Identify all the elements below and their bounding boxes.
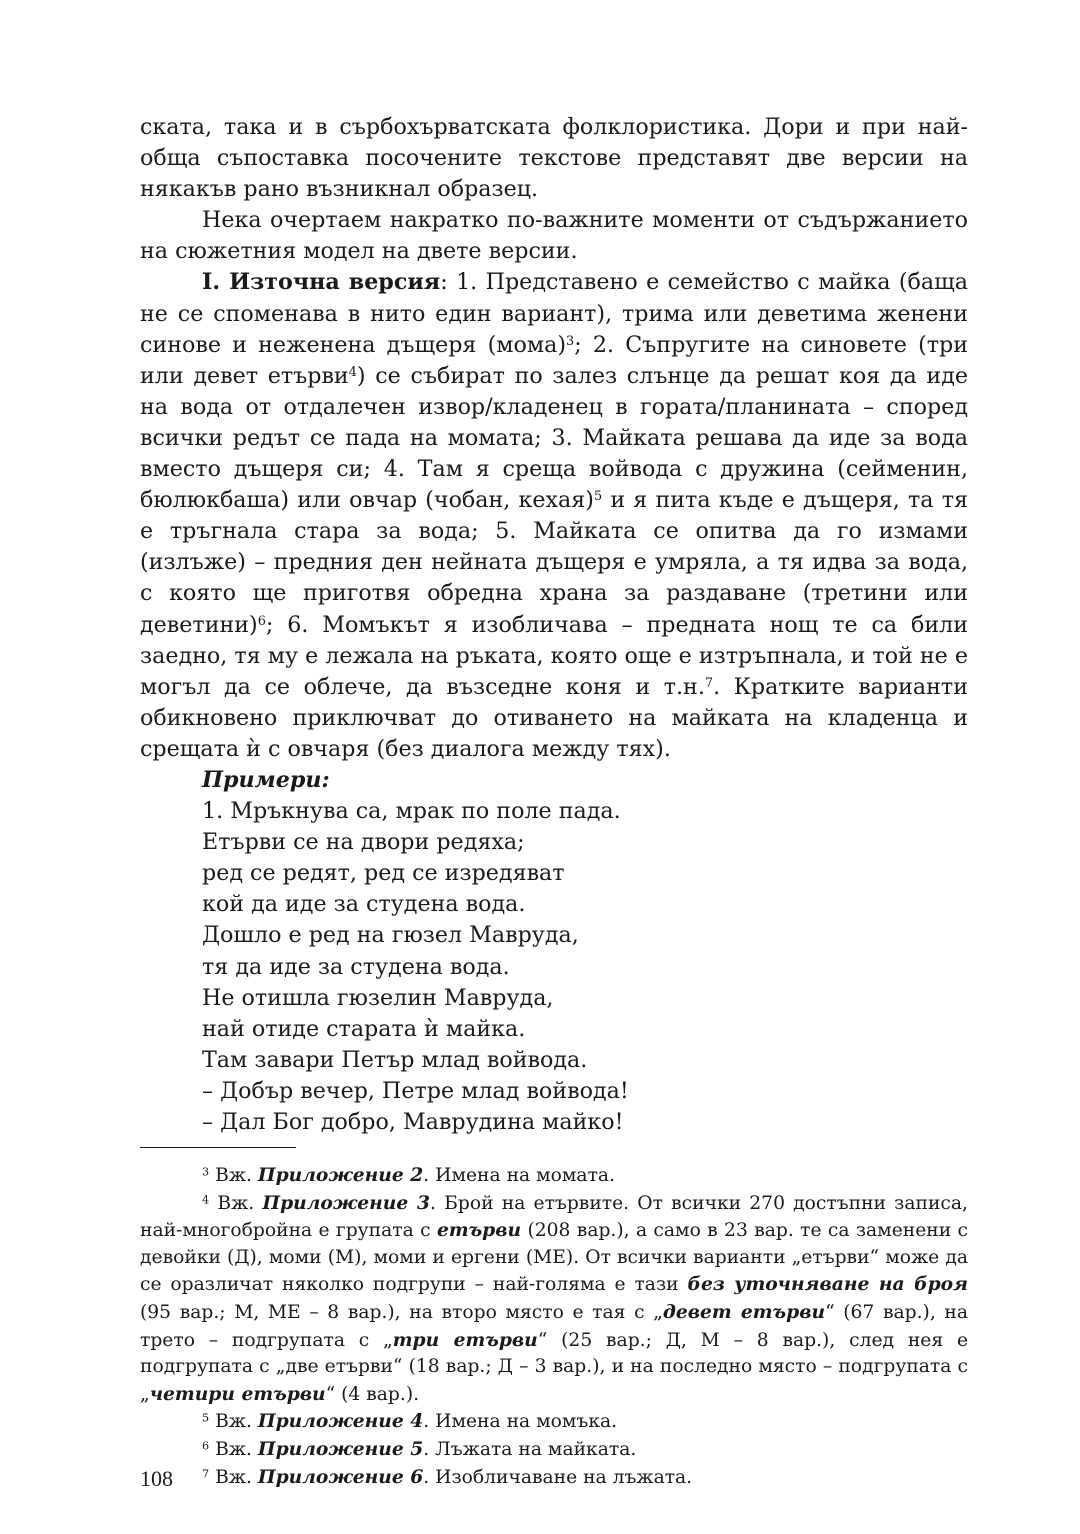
text-segment: ; 2. Съпругите на синовете (три или девет етърви [140, 331, 968, 389]
footnote-text: . Имена на момъка. [423, 1411, 618, 1433]
appendix-reference: Приложение 2 [257, 1164, 424, 1187]
footnote-text: . Брой на етървите. От всички 270 достъпни записа, най-многобройна е групата с [140, 1192, 968, 1242]
footnote-ref-3: 3 [566, 333, 575, 349]
emphasis: три етърви [392, 1328, 538, 1351]
main-text [140, 112, 968, 1138]
footnote-text: Вж. [215, 1466, 258, 1488]
footnote-text: “ (25 вар.; Д, М – 8 вар.), след нея е подгрупата с „две етърви“ (18 вар.; Д – 3 вар.), и на последно място – подгрупата с „ [140, 1329, 969, 1405]
footnote-ref-6: 6 [257, 613, 266, 629]
verse-example [140, 796, 968, 1138]
examples-heading: Примери: [202, 766, 330, 793]
footnote-text: Вж. [215, 1411, 258, 1433]
footnote-ref-4: 4 [348, 364, 357, 380]
footnote-ref-7: 7 [704, 675, 714, 691]
appendix-reference: Приложение 3 [262, 1191, 431, 1214]
appendix-reference: Приложение 4 [257, 1410, 424, 1433]
emphasis: без уточняване на броя [687, 1273, 968, 1296]
verse-line: 1. Мръкнува са, мрак по поле пада. [202, 798, 621, 825]
paragraph-continuation: ската, така и в сърбохърватската фолклористика. Дори и при най-обща съпоставка посочените текстове представят две версии на някакъв рано възникнал образец. [140, 114, 968, 203]
footnote-number: 4 [202, 1193, 210, 1207]
verse-line: – Дал Бог добро, Маврудина майко! [202, 1109, 624, 1135]
footnote-text: “ (67 вар.), на трето – подгрупата с „ [140, 1302, 968, 1351]
footnote-divider [140, 1147, 296, 1148]
footnote-7 [140, 1464, 968, 1492]
footnote-text: . Лъжата на майката. [423, 1439, 637, 1461]
verse-line: – Добър вечер, Петре млад войвода! [202, 1077, 629, 1104]
footnote-text: (208 вар.), а само в 23 вар. те са заменени с девойки (Д), моми (М), моми и ергени (МЕ). От всички варианти „етърви“ може да се оразличат няколко подгрупи – най-голяма е тази [140, 1220, 968, 1296]
verse-line: кой да иде за студена вода. [202, 891, 526, 918]
text-segment: и я пита къде е дъщеря, та тя е тръгнала стара за вода; 5. Майката се опитва да го измами (излъже) – предния ден нейната дъщеря е умряла, а тя идва за вода, с която ще приготвя обредна храна за раздаване (третини или деветини) [140, 487, 968, 638]
footnote-5 [140, 1408, 968, 1436]
footnote-text: “ (4 вар.). [325, 1383, 420, 1405]
section-label: I. Източна версия [202, 269, 441, 296]
verse-line: Етърви се на двори редяха; [202, 829, 525, 856]
page-number: 108 [140, 1466, 173, 1491]
footnote-6 [140, 1436, 968, 1464]
appendix-reference: Приложение 5 [257, 1438, 424, 1461]
footnote-text: Вж. [215, 1439, 258, 1461]
footnote-text: . Изобличаване на лъжата. [423, 1466, 693, 1488]
footnote-3 [140, 1162, 968, 1190]
footnote-4 [140, 1190, 968, 1409]
emphasis: девет етърви [662, 1301, 826, 1324]
text-segment: ) се събират по залез слънце да решат коя да иде на вода от отдалечен извор/кладенец в гората/планината – според всички редът се пада на момата; 3. Майката решава да иде за вода вместо дъщеря си; 4. Там я среща войвода с дружина (сейменин, бюлюкбаша) или овчар (чобан, кехая) [140, 362, 969, 514]
paragraph-intro: Нека очертаем накратко по-важните моменти от съдържанието на сюжетния модел на двете версии. [140, 207, 968, 265]
text-segment: : 1. Представено е семейство с майка (баща не се споменава в нито един вариант), трима или деветима женени синове и неженена дъщеря (мома) [140, 269, 968, 358]
page-content [140, 112, 968, 1491]
footnotes [140, 1162, 968, 1491]
verse-line: Дошло е ред на гюзел Маврудa, [202, 922, 579, 949]
verse-line: тя да иде за студена вода. [202, 953, 510, 980]
footnote-ref-5: 5 [593, 489, 603, 505]
footnote-number: 3 [202, 1165, 210, 1179]
text-segment: ; 6. Момъкът я изобличава – предната нощ те са били заедно, тя му е лежала на ръката, която още е изтръпнала, и той не е могъл да се облече, да възседне коня и т.н. [140, 611, 968, 700]
footnote-number: 7 [202, 1467, 210, 1481]
footnote-number: 5 [202, 1411, 210, 1425]
emphasis: четири етърви [149, 1382, 326, 1405]
verse-line: ред се редят, ред се изредяват [202, 860, 565, 887]
footnote-text: Вж. [217, 1192, 263, 1214]
text-segment: . Кратките варианти обикновено приключват до отиването на майката на кладенца и срещата ѝ с овчаря (без диалога между тях). [140, 673, 968, 762]
footnote-text: (95 вар.; М, МЕ – 8 вар.), на второ място е тая с „ [140, 1302, 663, 1324]
paragraph-eastern-version [140, 267, 968, 765]
footnote-number: 6 [202, 1439, 210, 1453]
appendix-reference: Приложение 6 [257, 1465, 424, 1488]
footnote-text: Вж. [215, 1165, 258, 1187]
footnote-text: . Имена на момата. [423, 1165, 615, 1187]
verse-line: най отиде старата ѝ майка. [202, 1015, 526, 1042]
verse-line: Не отишла гюзелин Маврудa, [202, 984, 554, 1011]
emphasis: етърви [436, 1219, 522, 1242]
verse-line: Там завари Петър млад войвода. [202, 1046, 588, 1073]
